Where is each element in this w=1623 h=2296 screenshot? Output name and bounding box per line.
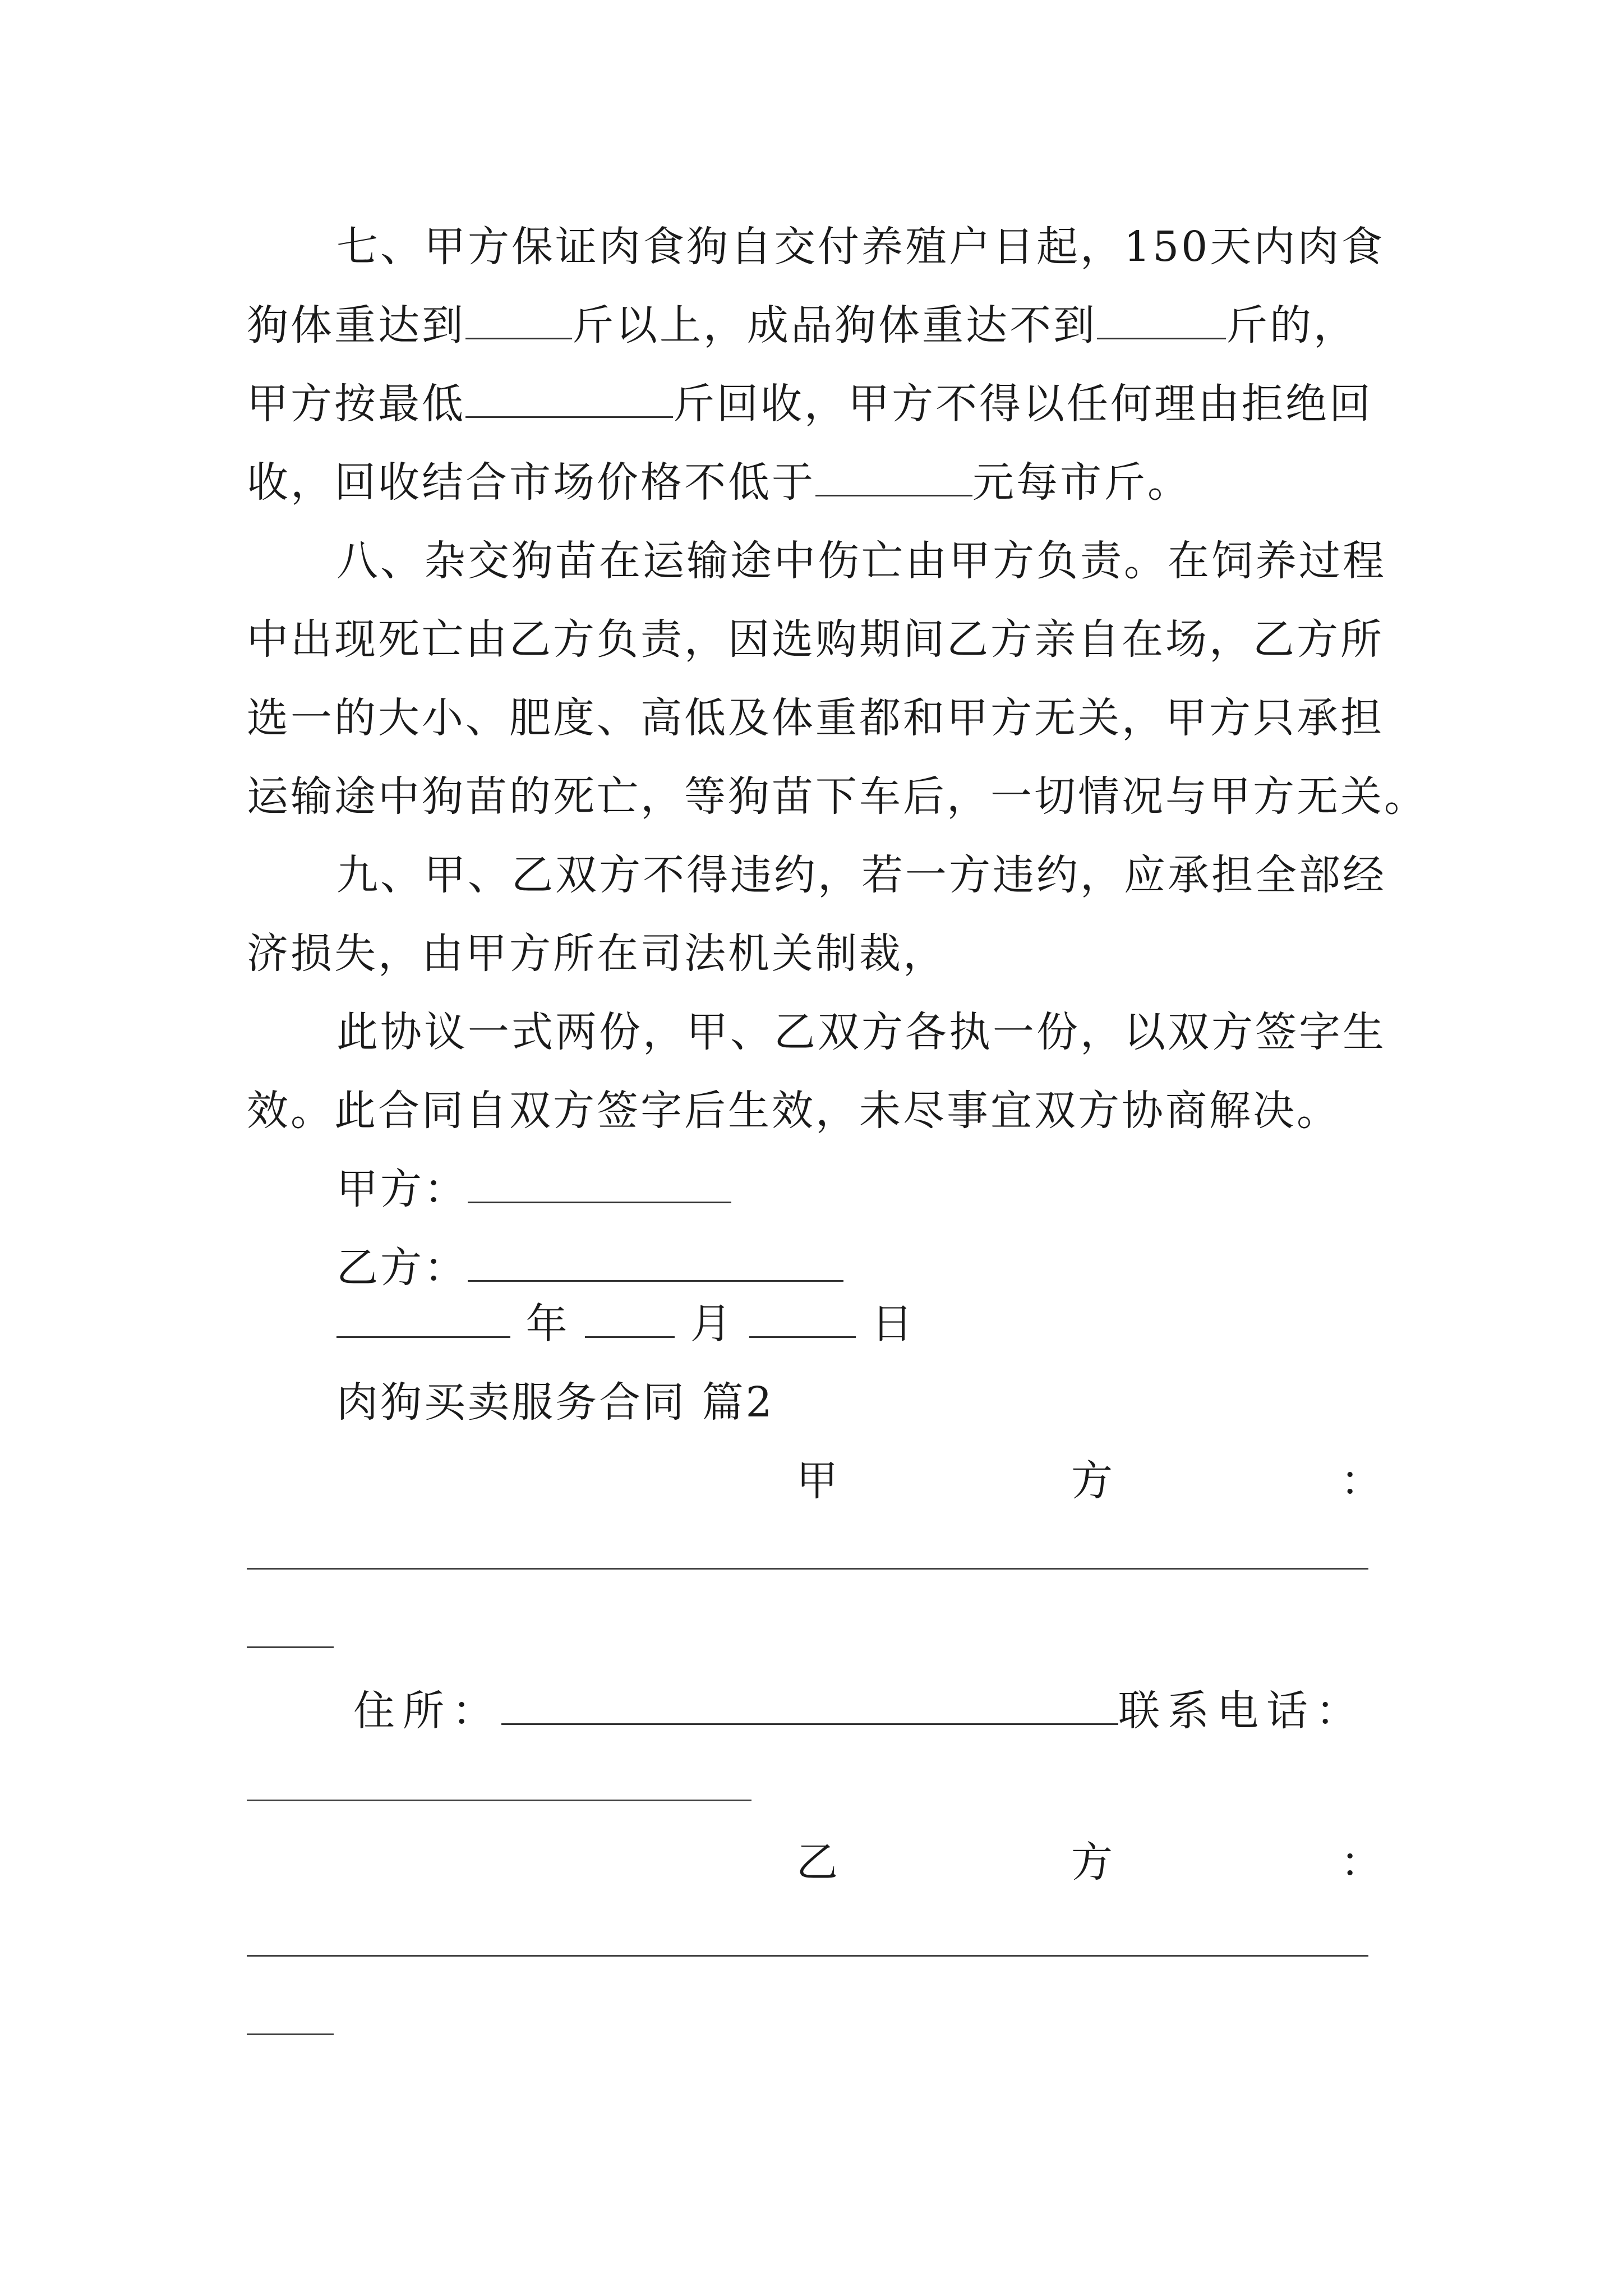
month-blank[interactable]	[585, 1297, 675, 1338]
phone-label: 联系电话：	[1118, 1687, 1365, 1735]
closing-line2: 效。此合同自双方签字后生效，未尽事宜双方协商解决。	[247, 1087, 1340, 1135]
clause7-line4: 收，回收结合市场价格不低于 元每市斤。	[247, 454, 1391, 510]
clause7-line2: 狗体重达到 斤以上，成品狗体重达不到 斤的，	[247, 297, 1391, 353]
party-b-colon: ：	[1340, 1838, 1382, 1887]
section2-title: 肉狗买卖服务合同 篇2	[336, 1378, 774, 1427]
clause7-line3: 甲方按最低 斤回收，甲方不得以任何理由拒绝回	[247, 376, 1391, 432]
day-blank[interactable]	[749, 1297, 856, 1338]
year-blank[interactable]	[336, 1297, 510, 1338]
party-a-sign-blank[interactable]	[468, 1162, 731, 1203]
clause7-line1: 七、甲方保证肉食狗自交付养殖户日起，150天内肉食	[336, 223, 1385, 271]
month-label: 月	[690, 1300, 734, 1348]
year-label: 年	[525, 1300, 570, 1348]
party-a-char-2: 方	[1071, 1457, 1113, 1505]
party-a-name-blank[interactable]	[247, 1568, 1368, 1570]
party-a-name-blank-cont[interactable]	[247, 1646, 334, 1648]
blank-market-price[interactable]	[815, 455, 972, 496]
address-blank[interactable]	[501, 1684, 1118, 1725]
clause8-line3: 选一的大小、肥度、高低及体重都和甲方无关，甲方只承担	[247, 694, 1384, 742]
party-b-sign-line: 乙方：	[336, 1240, 1481, 1296]
day-label: 日	[871, 1300, 915, 1348]
party-a-char-1: 甲	[796, 1457, 838, 1505]
phone-blank[interactable]	[247, 1800, 751, 1801]
party-b-sign-blank[interactable]	[468, 1241, 843, 1282]
blank-min-price[interactable]	[465, 377, 673, 418]
party-a-colon: ：	[1340, 1457, 1382, 1505]
date-line	[336, 1296, 1481, 1352]
party-b-name-blank[interactable]	[247, 1955, 1368, 1957]
party-b-name-blank-cont[interactable]	[247, 2033, 334, 2035]
closing-line1: 此协议一式两份，甲、乙双方各执一份，以双方签字生	[336, 1008, 1386, 1056]
clause8-line4: 运输途中狗苗的死亡，等狗苗下车后，一切情况与甲方无关。	[247, 772, 1428, 821]
blank-weight-min[interactable]	[465, 298, 572, 339]
blank-weight-fail[interactable]	[1097, 298, 1226, 339]
party-a-sign-line: 甲方：	[336, 1161, 1481, 1217]
clause9-line2: 济损失，由甲方所在司法机关制裁，	[247, 930, 947, 978]
clause8-line1: 八、杂交狗苗在运输途中伤亡由甲方负责。在饲养过程	[336, 537, 1386, 585]
clause8-line2: 中出现死亡由乙方负责，因选购期间乙方亲自在场，乙方所	[247, 615, 1384, 664]
address-label: 住所：	[353, 1687, 501, 1735]
party-b-char-2: 方	[1071, 1838, 1113, 1887]
clause9-line1: 九、甲、乙双方不得违约，若一方违约，应承担全部经	[336, 851, 1386, 899]
party-b-char-1: 乙	[796, 1838, 838, 1887]
address-phone-line	[353, 1683, 1497, 1739]
